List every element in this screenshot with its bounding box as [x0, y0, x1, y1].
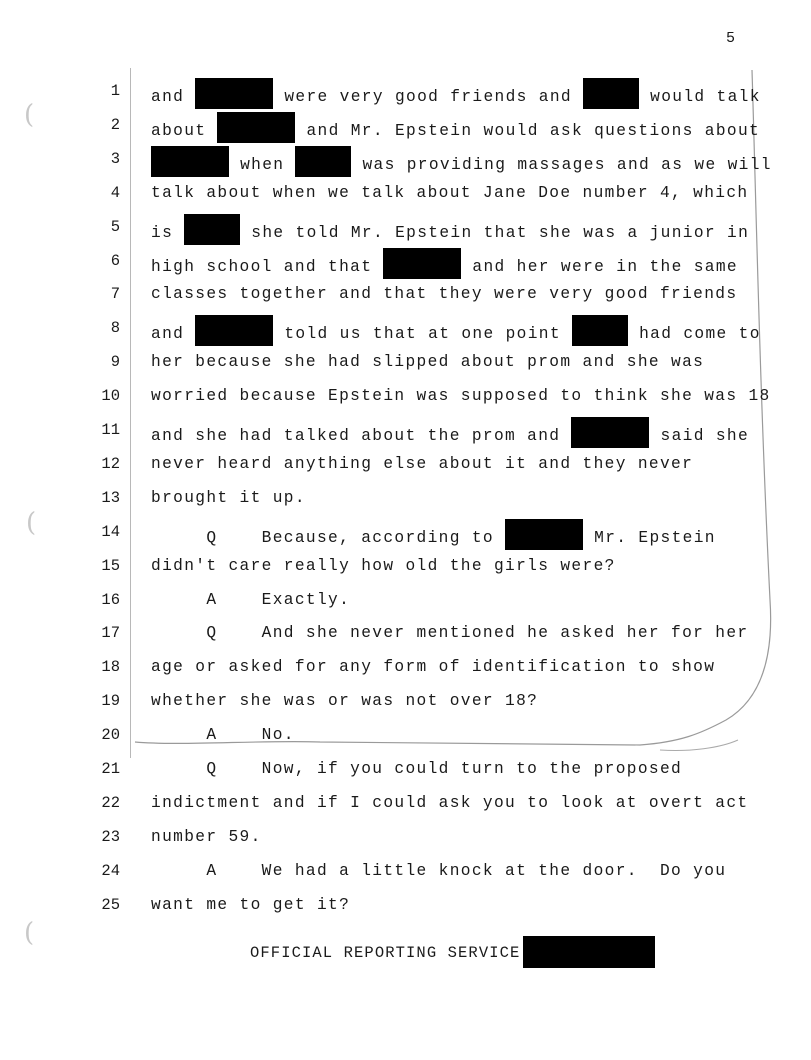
line-number: 10 — [101, 387, 120, 406]
line-text: classes together and that they were very good friends — [151, 285, 738, 304]
transcript-line — [0, 349, 811, 375]
line-text: never heard anything else about it and they never — [151, 454, 694, 473]
line-number: 15 — [101, 556, 120, 575]
line-text: is she told Mr. Epstein that she was a junior in — [151, 214, 749, 246]
footer-redaction-box — [523, 936, 655, 968]
line-text: talk about when we talk about Jane Doe number 4, which — [151, 183, 749, 202]
transcript-line — [0, 248, 811, 274]
transcript-line — [0, 417, 811, 443]
line-number: 4 — [110, 183, 120, 202]
line-number: 19 — [101, 692, 120, 711]
transcript-line — [0, 620, 811, 646]
line-number: 14 — [101, 522, 120, 541]
redaction-box — [383, 248, 461, 279]
redaction-box — [505, 519, 583, 550]
transcript-line — [0, 654, 811, 680]
transcript-line — [0, 756, 811, 782]
line-text: when was providing massages and as we will — [151, 146, 772, 178]
transcript-line — [0, 146, 811, 172]
line-number: 24 — [101, 861, 120, 880]
line-number: 20 — [101, 726, 120, 745]
redaction-box — [295, 146, 351, 177]
line-text: and were very good friends and would talk — [151, 78, 761, 110]
line-text: Q Because, according to Mr. Epstein — [151, 519, 716, 551]
line-text: about and Mr. Epstein would ask questions about — [151, 112, 760, 144]
transcript-line — [0, 315, 811, 344]
redaction-box — [195, 78, 273, 109]
redaction-box — [217, 112, 295, 143]
line-text: A Exactly. — [151, 590, 351, 609]
transcript-line — [0, 214, 811, 240]
line-text: brought it up. — [151, 488, 306, 507]
line-text: age or asked for any form of identification to show — [151, 658, 716, 677]
line-number: 6 — [110, 251, 120, 270]
line-text: didn't care really how old the girls were? — [151, 556, 616, 575]
transcript-line — [0, 112, 811, 138]
line-number: 23 — [101, 827, 120, 846]
transcript-line — [0, 451, 811, 477]
redaction-box — [571, 417, 649, 448]
line-number: 22 — [101, 793, 120, 812]
line-number: 7 — [110, 285, 120, 304]
line-number: 1 — [110, 82, 120, 100]
binder-hole-mark: ( — [26, 508, 37, 538]
line-text: and told us that at one point had come to — [151, 315, 761, 347]
transcript-line — [0, 485, 811, 511]
footer-reporting-service: OFFICIAL REPORTING SERVICE — [250, 944, 521, 962]
transcript-line — [0, 722, 811, 748]
transcript-line — [0, 858, 811, 884]
transcript-line — [0, 78, 811, 104]
line-text: Q And she never mentioned he asked her for her — [151, 624, 749, 643]
line-number: 5 — [110, 217, 120, 236]
line-text: number 59. — [151, 827, 262, 846]
line-number: 17 — [101, 624, 120, 643]
line-number: 25 — [101, 895, 120, 914]
binder-hole-mark: ( — [24, 100, 35, 130]
transcript-line — [0, 519, 811, 545]
transcript-line — [0, 892, 811, 918]
transcript-line — [0, 553, 811, 579]
transcript-line — [0, 180, 811, 206]
line-text: A We had a little knock at the door. Do you — [151, 861, 727, 880]
line-text: want me to get it? — [151, 895, 351, 914]
line-number: 9 — [110, 353, 120, 372]
page-number: 5 — [726, 30, 736, 47]
line-number: 11 — [101, 421, 120, 439]
redaction-box — [151, 146, 229, 177]
redaction-box — [572, 315, 628, 346]
line-text: indictment and if I could ask you to look at overt act — [151, 793, 749, 812]
line-number: 3 — [110, 149, 120, 168]
transcript-line — [0, 383, 811, 409]
transcript-line — [0, 688, 811, 714]
redaction-box — [195, 315, 273, 346]
line-number: 13 — [101, 488, 120, 507]
line-number: 2 — [110, 115, 120, 134]
line-text: A No. — [151, 726, 295, 745]
line-text: high school and that and her were in the same — [151, 248, 738, 280]
transcript-line — [0, 824, 811, 850]
redaction-box — [583, 78, 639, 109]
line-text: whether she was or was not over 18? — [151, 692, 539, 711]
line-number: 21 — [101, 760, 120, 778]
line-text: Q Now, if you could turn to the proposed — [151, 760, 683, 778]
transcript-line — [0, 587, 811, 613]
line-number: 12 — [101, 454, 120, 473]
transcript-line — [0, 281, 811, 307]
line-number: 16 — [101, 590, 120, 609]
transcript-line — [0, 790, 811, 816]
binder-hole-mark: ( — [24, 918, 35, 948]
line-text: her because she had slipped about prom and she was — [151, 353, 705, 372]
line-number: 8 — [110, 319, 120, 338]
redaction-box — [184, 214, 240, 245]
line-number: 18 — [101, 658, 120, 677]
line-text: worried because Epstein was supposed to think she was 18 — [151, 387, 771, 406]
line-text: and she had talked about the prom and said she — [151, 417, 749, 449]
